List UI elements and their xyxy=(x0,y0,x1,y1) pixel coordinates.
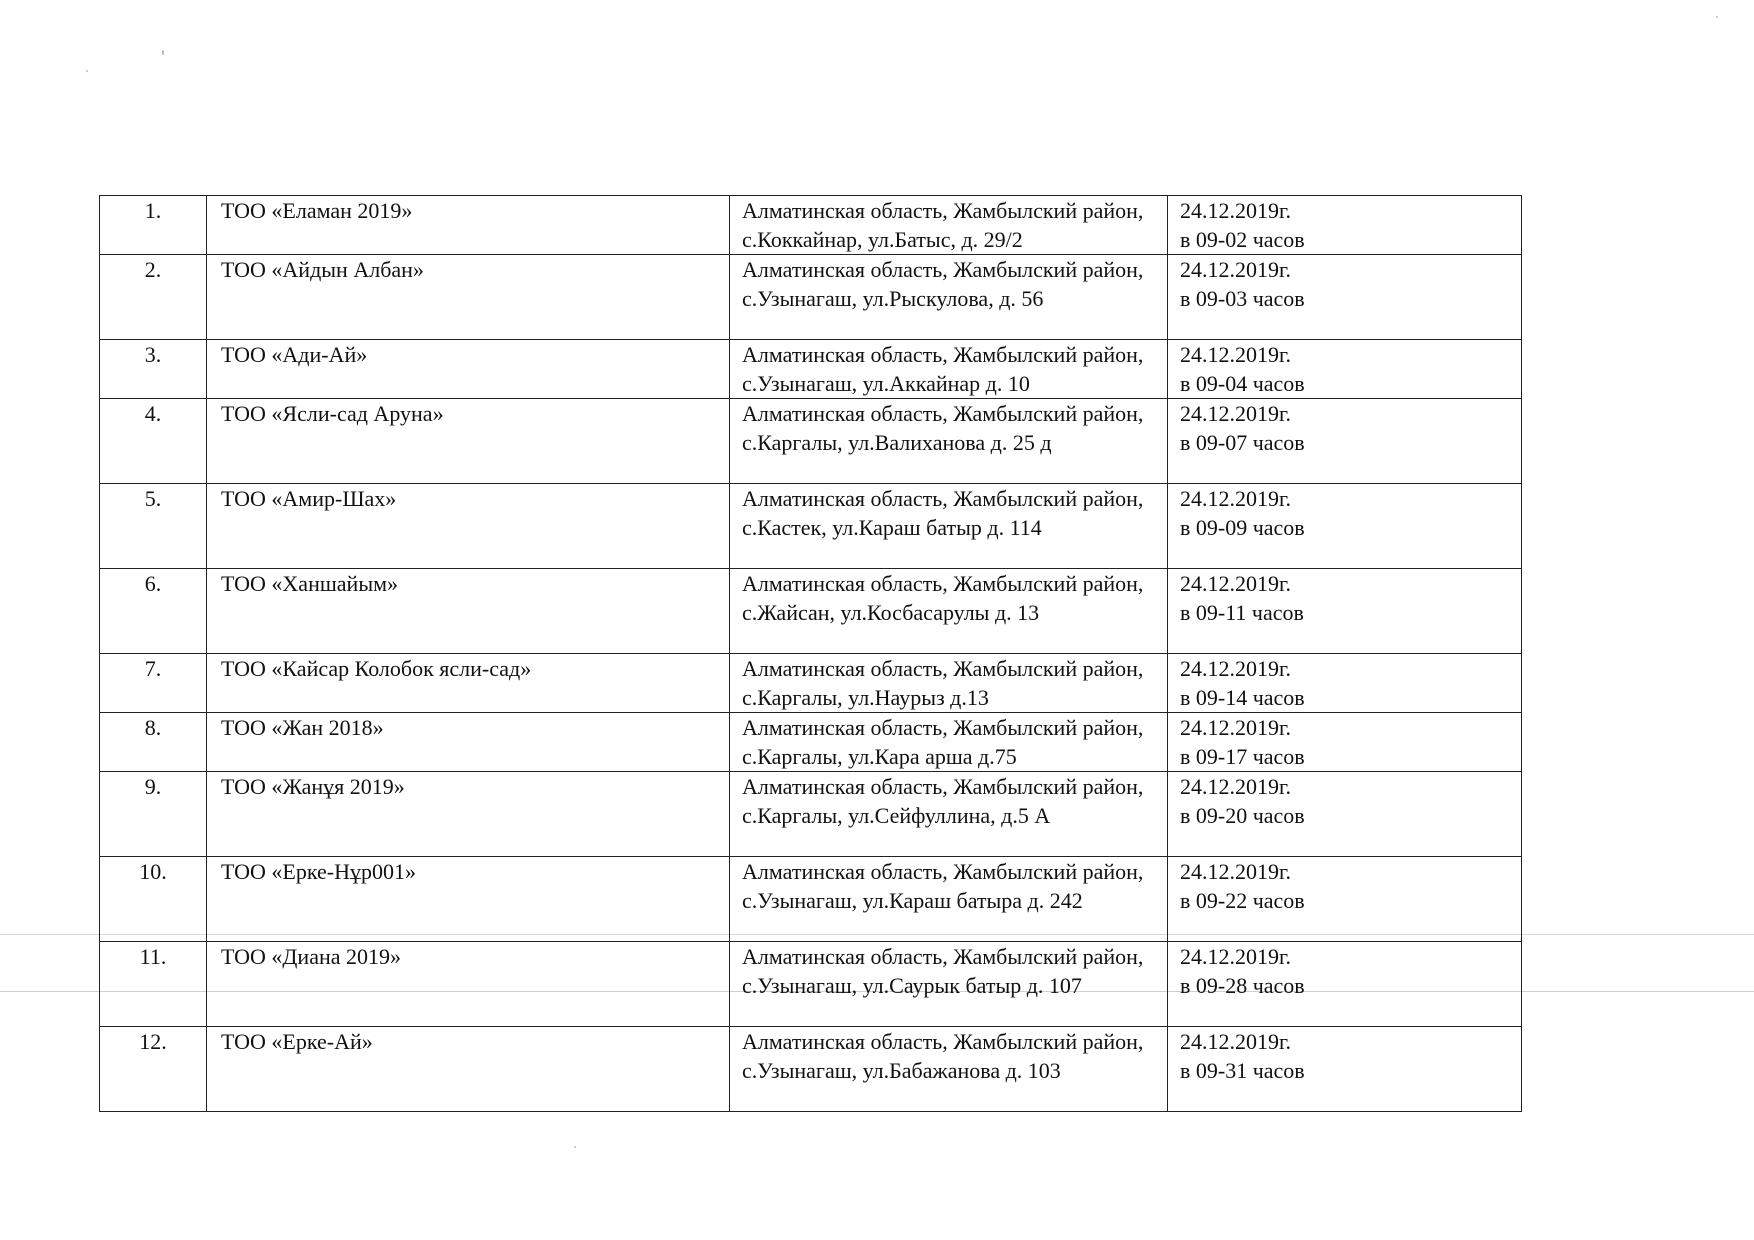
schedule-date: 24.12.2019г. xyxy=(1180,944,1292,969)
schedule-datetime xyxy=(1168,772,1522,857)
scan-speck xyxy=(1716,16,1718,18)
organization-name: ТОО «Ханшайым» xyxy=(207,569,730,654)
schedule-time: в 09-11 часов xyxy=(1180,600,1304,625)
organization-address: Алматинская область, Жамбылский район, с.Коккайнар, ул.Батыс, д. 29/2 xyxy=(730,196,1168,255)
table-row xyxy=(100,713,1522,772)
organization-name: ТОО «Ерке-Ай» xyxy=(207,1027,730,1112)
schedule-datetime xyxy=(1168,942,1522,1027)
schedule-date: 24.12.2019г. xyxy=(1180,486,1292,511)
schedule-datetime xyxy=(1168,484,1522,569)
schedule-date: 24.12.2019г. xyxy=(1180,859,1292,884)
organization-address: Алматинская область, Жамбылский район, с.Узынагаш, ул.Рыскулова, д. 56 xyxy=(730,255,1168,340)
table-row xyxy=(100,772,1522,857)
schedule-time: в 09-28 часов xyxy=(1180,973,1305,998)
organization-name: ТОО «Кайсар Колобок ясли-сад» xyxy=(207,654,730,713)
table-row xyxy=(100,857,1522,942)
schedule-time: в 09-17 часов xyxy=(1180,744,1305,769)
organization-address: Алматинская область, Жамбылский район, с.Каргалы, ул.Сейфуллина, д.5 А xyxy=(730,772,1168,857)
organization-address: Алматинская область, Жамбылский район, с.Узынагаш, ул.Саурык батыр д. 107 xyxy=(730,942,1168,1027)
schedule-datetime xyxy=(1168,857,1522,942)
row-number: 8. xyxy=(100,713,207,772)
organization-name: ТОО «Еламан 2019» xyxy=(207,196,730,255)
schedule-time: в 09-20 часов xyxy=(1180,803,1305,828)
schedule-datetime xyxy=(1168,399,1522,484)
schedule-datetime xyxy=(1168,569,1522,654)
organization-name: ТОО «Жан 2018» xyxy=(207,713,730,772)
row-number: 5. xyxy=(100,484,207,569)
table-row xyxy=(100,654,1522,713)
organization-name: ТОО «Диана 2019» xyxy=(207,942,730,1027)
row-number: 9. xyxy=(100,772,207,857)
organization-address: Алматинская область, Жамбылский район, с.Узынагаш, ул.Аккайнар д. 10 xyxy=(730,340,1168,399)
row-number: 2. xyxy=(100,255,207,340)
schedule-datetime xyxy=(1168,196,1522,255)
organization-address: Алматинская область, Жамбылский район, с.Каргалы, ул.Наурыз д.13 xyxy=(730,654,1168,713)
organization-name: ТОО «Ясли-сад Аруна» xyxy=(207,399,730,484)
table-row xyxy=(100,1027,1522,1112)
schedule-date: 24.12.2019г. xyxy=(1180,571,1292,596)
schedule-time: в 09-07 часов xyxy=(1180,430,1305,455)
organization-name: ТОО «Ерке-Нұр001» xyxy=(207,857,730,942)
schedule-datetime xyxy=(1168,255,1522,340)
table-row xyxy=(100,340,1522,399)
row-number: 10. xyxy=(100,857,207,942)
schedule-datetime xyxy=(1168,340,1522,399)
schedule-date: 24.12.2019г. xyxy=(1180,656,1292,681)
row-number: 1. xyxy=(100,196,207,255)
table-row xyxy=(100,255,1522,340)
scan-speck xyxy=(86,70,88,72)
schedule-time: в 09-22 часов xyxy=(1180,888,1305,913)
schedule-date: 24.12.2019г. xyxy=(1180,774,1292,799)
row-number: 3. xyxy=(100,340,207,399)
schedule-date: 24.12.2019г. xyxy=(1180,401,1292,426)
row-number: 12. xyxy=(100,1027,207,1112)
row-number: 4. xyxy=(100,399,207,484)
organization-name: ТОО «Айдын Албан» xyxy=(207,255,730,340)
schedule-date: 24.12.2019г. xyxy=(1180,198,1292,223)
row-number: 11. xyxy=(100,942,207,1027)
table-row xyxy=(100,399,1522,484)
table-row xyxy=(100,484,1522,569)
row-number: 6. xyxy=(100,569,207,654)
schedule-datetime xyxy=(1168,1027,1522,1112)
organization-name: ТОО «Ади-Ай» xyxy=(207,340,730,399)
schedule-date: 24.12.2019г. xyxy=(1180,257,1292,282)
row-number: 7. xyxy=(100,654,207,713)
schedule-datetime xyxy=(1168,654,1522,713)
organization-address: Алматинская область, Жамбылский район, с.Жайсан, ул.Косбасарулы д. 13 xyxy=(730,569,1168,654)
schedule-date: 24.12.2019г. xyxy=(1180,342,1292,367)
schedule-table xyxy=(99,195,1522,1112)
schedule-date: 24.12.2019г. xyxy=(1180,715,1292,740)
schedule-time: в 09-09 часов xyxy=(1180,515,1305,540)
organization-address: Алматинская область, Жамбылский район, с.Узынагаш, ул.Бабажанова д. 103 xyxy=(730,1027,1168,1112)
schedule-date: 24.12.2019г. xyxy=(1180,1029,1292,1054)
schedule-time: в 09-03 часов xyxy=(1180,286,1305,311)
schedule-time: в 09-04 часов xyxy=(1180,371,1305,396)
scan-speck xyxy=(574,1146,576,1148)
table-row xyxy=(100,569,1522,654)
organization-address: Алматинская область, Жамбылский район, с.Каргалы, ул.Кара арша д.75 xyxy=(730,713,1168,772)
schedule-time: в 09-14 часов xyxy=(1180,685,1305,710)
schedule-time: в 09-02 часов xyxy=(1180,227,1305,252)
table-row xyxy=(100,196,1522,255)
organization-name: ТОО «Жанұя 2019» xyxy=(207,772,730,857)
organization-address: Алматинская область, Жамбылский район, с.Каргалы, ул.Валиханова д. 25 д xyxy=(730,399,1168,484)
scan-speck xyxy=(162,50,164,55)
schedule-time: в 09-31 часов xyxy=(1180,1058,1305,1083)
organization-address: Алматинская область, Жамбылский район, с.Кастек, ул.Караш батыр д. 114 xyxy=(730,484,1168,569)
table-row xyxy=(100,942,1522,1027)
organization-name: ТОО «Амир-Шах» xyxy=(207,484,730,569)
schedule-datetime xyxy=(1168,713,1522,772)
organization-address: Алматинская область, Жамбылский район, с.Узынагаш, ул.Караш батыра д. 242 xyxy=(730,857,1168,942)
